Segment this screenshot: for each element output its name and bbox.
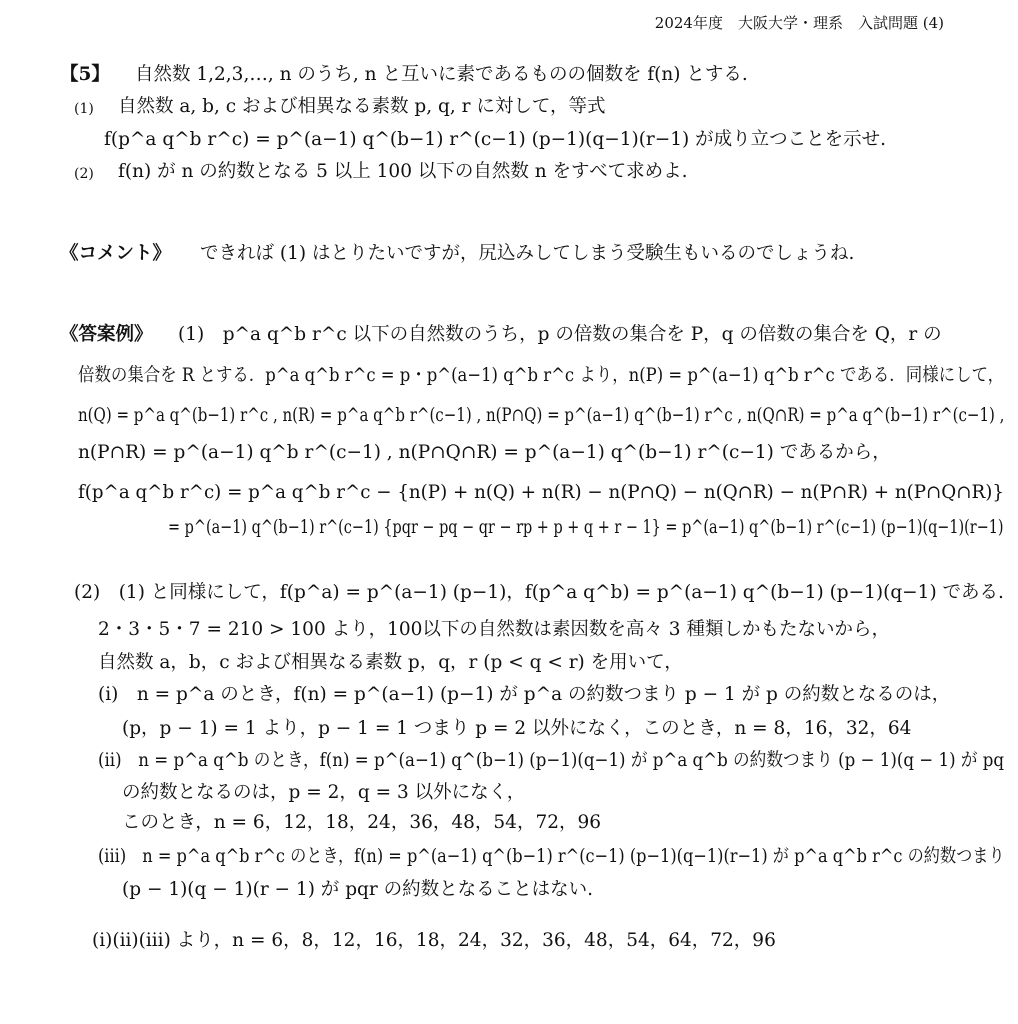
answer-part1-line4: n(P∩R) = p^(a−1) q^b r^(c−1) , n(P∩Q∩R) = p^(a−1) q^(b−1) r^(c−1) であるから，	[78, 442, 891, 463]
page-header: 2024年度 大阪大学・理系 入試問題 (4)	[654, 14, 944, 32]
case-ii-line2: の約数となるのは，p = 2，q = 3 以外になく，	[122, 782, 526, 803]
problem-statement: 自然数 1,2,3,…, n のうち, n と互いに素であるものの個数を f(n) とする.	[135, 64, 748, 85]
case-ii-line1: (ii) n = p^a q^b のとき，f(n) = p^(a−1) q^(b−1) (p−1)(q−1) が p^a q^b の約数つまり (p − 1)(q − 1) が pq	[98, 750, 1005, 771]
answer-part2-line2: 2・3・5・7 = 210 > 100 より，100以下の自然数は素因数を高々 3 種類しかもたないから，	[98, 619, 890, 640]
question-2-text: f(n) が n の約数となる 5 以上 100 以下の自然数 n をすべて求めよ.	[118, 161, 688, 182]
answer-part1-line2: 倍数の集合を R とする．p^a q^b r^c = p・p^(a−1) q^b r^c より，n(P) = p^(a−1) q^b r^c である．同様にして，	[78, 365, 1005, 386]
answer-part1-line1: (1) p^a q^b r^c 以下の自然数のうち，p の倍数の集合を P，q の倍数の集合を Q，r の	[178, 324, 942, 345]
comment-label: 《コメント》	[60, 243, 172, 264]
case-ii-line3: このとき，n = 6，12，18，24，36，48，54，72，96	[122, 812, 602, 833]
question-1-label: (1)	[74, 101, 94, 117]
question-1-text: 自然数 a, b, c および相異なる素数 p, q, r に対して，等式	[118, 96, 606, 117]
answer-part1-line6: = p^(a−1) q^(b−1) r^(c−1) {pqr − pq − qr − rp + p + q + r − 1} = p^(a−1) q^(b−1) r^(c−1) (p−1)(q−1)(r−1)	[168, 517, 1004, 538]
answer-conclusion: (i)(ii)(iii) より，n = 6，8，12，16，18，24，32，36，48，54，64，72，96	[92, 930, 776, 951]
answer-part2-line3: 自然数 a，b，c および相異なる素数 p，q，r (p < q < r) を用いて，	[98, 652, 683, 673]
case-i-line1: (i) n = p^a のとき，f(n) = p^(a−1) (p−1) が p^a の約数つまり p − 1 が p の約数となるのは，	[98, 684, 951, 705]
answer-label: 《答案例》	[60, 324, 153, 345]
answer-part1-line3: n(Q) = p^a q^(b−1) r^c , n(R) = p^a q^b r^(c−1) , n(P∩Q) = p^(a−1) q^(b−1) r^c , n(Q∩R) = p^a q^(b−1) r^(c−1) ,	[78, 405, 1005, 426]
case-i-line2: (p，p − 1) = 1 より，p − 1 = 1 つまり p = 2 以外になく，このとき，n = 8，16，32，64	[122, 718, 912, 739]
question-2-label: (2)	[74, 166, 94, 182]
question-1-formula: f(p^a q^b r^c) = p^(a−1) q^(b−1) r^(c−1) (p−1)(q−1)(r−1) が成り立つことを示せ.	[104, 129, 887, 150]
comment-text: できれば (1) はとりたいですが，尻込みしてしまう受験生もいるのでしょうね.	[200, 243, 855, 264]
answer-part2-line1: (2) (1) と同様にして，f(p^a) = p^(a−1) (p−1)，f(p^a q^b) = p^(a−1) q^(b−1) (p−1)(q−1) である.	[74, 582, 1004, 603]
answer-part1-line5: f(p^a q^b r^c) = p^a q^b r^c − {n(P) + n(Q) + n(R) − n(P∩Q) − n(Q∩R) − n(P∩R) + n(P∩Q∩R)}	[78, 482, 1004, 503]
problem-number: 【5】	[60, 64, 110, 85]
case-iii-line2: (p − 1)(q − 1)(r − 1) が pqr の約数となることはない.	[122, 879, 593, 900]
case-iii-line1: (iii) n = p^a q^b r^c のとき，f(n) = p^(a−1) q^(b−1) r^(c−1) (p−1)(q−1)(r−1) が p^a q^b r^c の約数つまり	[98, 846, 1005, 867]
